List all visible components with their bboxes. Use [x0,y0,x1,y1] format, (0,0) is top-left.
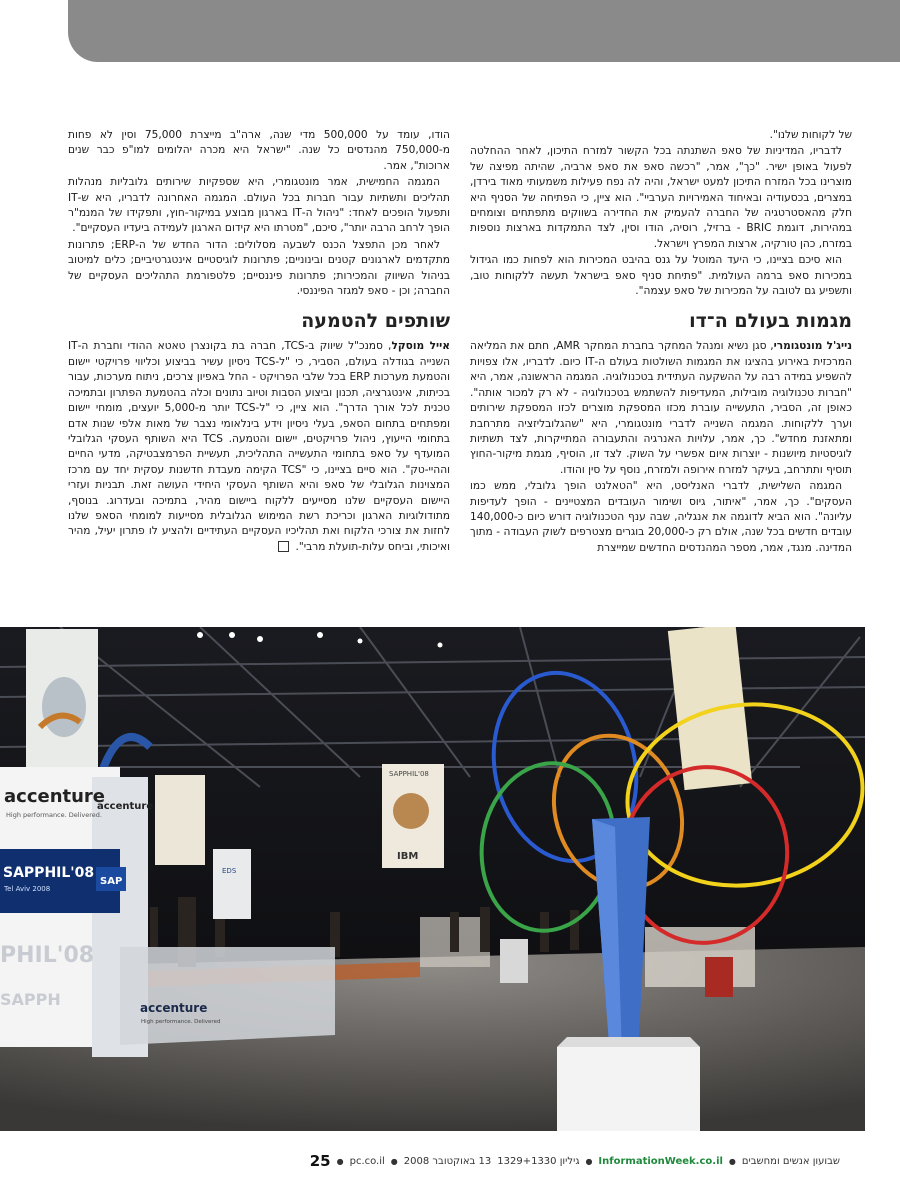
eds-logo: EDS [222,867,237,875]
page-number: 25 [309,1152,331,1170]
page-footer [60,1152,840,1170]
sapphil-city: Tel Aviv 2008 [4,885,51,893]
accenture-tagline: High performance. Delivered. [6,811,102,819]
paragraph [470,339,852,478]
booth-side-text: PHIL'08 [0,943,95,968]
footer-bullet-icon: ● [390,1156,398,1166]
footer-bullet-icon: ● [585,1156,593,1166]
footer-bullet-icon: ● [336,1156,344,1166]
header-band [68,0,900,62]
paragraph: הוא סיכם בציינו, כי היעד המוטל על גנס בהיבט המכירות הוא לפחות כמו הגידול במכירות סאפ ברמה העולמית. "פתיחת סניף סאפ בישראל תעשה ללקוחות טוב, ותשפיע גם לטובה על המכירות של סאפ עצמה". [470,254,852,298]
counter-logo: accenture [140,1001,208,1015]
paragraph: לדבריו, המדיניות של סאפ השתנתה בכל הקשור למזרח התיכון, לאחר ההחלטה לפעול באופן ישיר. "כך", אמר, "רכשה סאפ את סאפ ארביה, שהיתה מפיצה של מוצרינו בכל המזרח התיכון למעט ישראל, והיה לה נפח פעילות משמעותי מאוד בירדן, במצרים, בכסעודיה ובאיחוד האמירויות הערביי". הוא ציין, כי הפתיחה של הסניף היא חלק מהאסטרטגיה של החברה להעמיק את החדירה בשווקים מתפתחים וצומחים במהירות, דוגמת BRIC - ברזיל, רוסיה, הודו וסין, לצד התמקדות בארצות נוספות במזרח, כהן טורקיה, ארצות המפרץ וישראל. [470,145,852,250]
sapphil-logo: SAPPHIL'08 [3,865,95,881]
end-of-article-icon [278,541,289,552]
counter-tagline: High performance. Delivered [141,1019,221,1025]
booth-side-text-2: SAPPH [0,990,61,1009]
hanging-banner-small [155,775,205,865]
footer-website: InformationWeek.co.il [598,1155,723,1167]
eds-booth [213,849,251,919]
paragraph: המגמה השלישית, לדברי האנליסט, היא "הטאלנט הופך גלובלי, ממש כמו העסקים". כך, אמר, "איתור, גיוס ושימור העובדים המצטיינים - הופך לעדיפות עליונה". הוא הביא לדוגמה את אנגליה, שבה ענף הטכנולוגיה דורש כיום כ-140,000 עובדים חדשים בכל שנה, אולם רק כ-20,000 בוגרים מצטרפים לשוק העבודה - מתוך המדינה. מנגד, אמר, מספר המהנדסים החדשים שמייצרת [470,480,852,554]
paragraph: הודו, עומד על 500,000 מדי שנה, ארה"ב מייצרת 75,000 וסין לא פחות מ-750,000 מהנדסים כל שנה. "ישראל היא מכרה יהלומים למו"פ כבר שנים ארוכות", אמר. [68,129,450,172]
accenture-logo: accenture [4,786,106,807]
section-heading: מגמות בעולם ה־דו [689,310,852,333]
byline: אייל מוסקל [391,340,451,353]
footer-bullet-icon: ● [728,1156,736,1166]
sculpture-pedestal [557,1047,700,1131]
paragraph [68,339,450,555]
accenture-counter [120,947,335,1045]
conference-photo-illustration [0,627,865,1131]
footer-publication: שבועון אנשים ומחשבים [741,1155,840,1167]
paragraph: לאחר מכן התפצל הכנס לשבעה מסלולים: הדור החדש של ה-ERP; פתרונות מתקדמים לארגונים קטנים ובינוניים; פתרונות לוגיסטיים אינטגרטיביים; כלים למיטוב בניהול השיווק והמכירות; פתרונות פיננסיים; פלטפורמת התהליכים העסקיים של החברה; וכן - סאפ למגזר הפיננסי. [68,238,450,298]
paragraph: המגמה החמישית, אמר מונטגומרי, היא שספקיות שירותים גלובליות מנהלות תהליכים ותשתיות עבור חברות בכל העולם. המגמה האחרונה לדבריו, היא ש-IT ותפעול הופכים לאחד: "ניהול ה-IT בארגון מבוצע במיקור-חוץ, ותפקידו של המנמ"ר הופך לרחב הרבה יותר", סיכם, "מטרתו היא קידום הארגון לעמידה ביעדיו העסקיים". [68,176,450,235]
banner-ibm-logo: IBM [397,851,419,862]
paragraph-text: , סגן נשיא ומנהל המחקר בחברת המחקר AMR, חתם את המליאה המרכזית באירוע בהציגו את המגמות השולטות בעולם ה-IT כיום. לדבריו, אלו צפויות להשפיע במידה רבה על ההשקעה העתידית בטכנולוגיה. המגמה הראשונה, אמר, היא "חברות טכנולוגיה מובילות, המעדיפות להשתמש בטכנולוגיה - לא רק למכור אותה". כאופן זה, הסביר, התעשייה עוברת מכזו המספקת מוצרים לכזו המספקת שירותים וערך ללקוחות. המגמה השנייה לדברי מונטגומרי, היא "שהגלובליזציה מתרחבת ומתאזנת מחדש". כך, אמר, עלויות האנרגיה והתעבורה המתייקרות, לצד תשתיות לוגיסטיות מיושנות - יוצרות איום אפשרי על השוק. לצד זו, הוסיף, מגמת מיקור-החוץ תוסיף ותתרחב, בעיקר למזרח אירופה ולמזרח, נוסף על סין והודו. [470,340,852,476]
section-heading: שותפים להטמעה [301,310,450,333]
sap-logo: SAP [100,876,123,887]
banner-event-text: SAPPHIL'08 [389,770,429,778]
paragraph: של לקוחות שלנו". [769,129,852,141]
white-pedestal-small [500,939,528,983]
conference-photo [0,627,865,1131]
right-column [470,128,852,557]
paragraph-text: , סמנכ"ל שיווק ב-TCS, חברה בת בקונצרן טאטא ההודי וחברת ה-IT השנייה בגודלה בעולם, הסביר, כי "ל-TCS ניסיון עשיר בביצוע וכליווי פרויקטי יישום והטמעת מערכות ERP בכל שלבי הפרויקט - החל באפיון צרכים, ניתוח מערכות, עבור בכיתות, אינטגרציה, תכנון וביצוע הסבות וטיוב נתונים וכלה בהטמעת הפתרון ובתמיכה טכנית לכל אורך הדרך". הוא ציין, כי "ל-TCS יותר מ-5,000 יועצים, מומחי יישום ומפתחים בתחום הסאפ, בעלי ניסיון וידע בינלאומי נצבר של מאות אלפי שנות אדם בתחומי הייעוץ, ניהול פרויקטים, יישום והטמעה. TCS היא השותף העסקי הגלובלי המועדף על סאפ בתחומי התעשייה התהליכית, תעשיית הפרמצבטיקה, מדעי החיים וההיי-טק". הוא סיים בציינו, כי "TCS הקימה מעבדת חדשנות עסקית יחד עם מרכז המצוינות הגלובלי של סאפ והיא השותף העסקי היחידי העושה זאת. תבניות ועזרי היישום העסקיים שלנו מסייעים ללקוח ביישום מהיר, בתמיכה ובעדרוג. בנוסף, מתודולוגיות הארגון וכריכת רשת המימוש הגלובלית מסייעות למומחי הסאפ שלנו לחזות את צורכי הלקוח ואת תהליכיו העסקיים העתידיים ולהציע לו פתרון יעיל, מהיר ואיכותי, וביחס עלות-תועלת מרבי". [68,340,450,553]
footer-date: 13 באוקטובר 2008 [403,1155,492,1167]
footer-site: pc.co.il [349,1155,385,1167]
accenture-logo-side: accenture [97,801,154,812]
red-stand [705,957,733,997]
left-column [68,128,450,556]
footer-issue: גיליון 1329+1330 [497,1155,580,1167]
byline: נייג'ל מונטגומרי [773,340,852,353]
